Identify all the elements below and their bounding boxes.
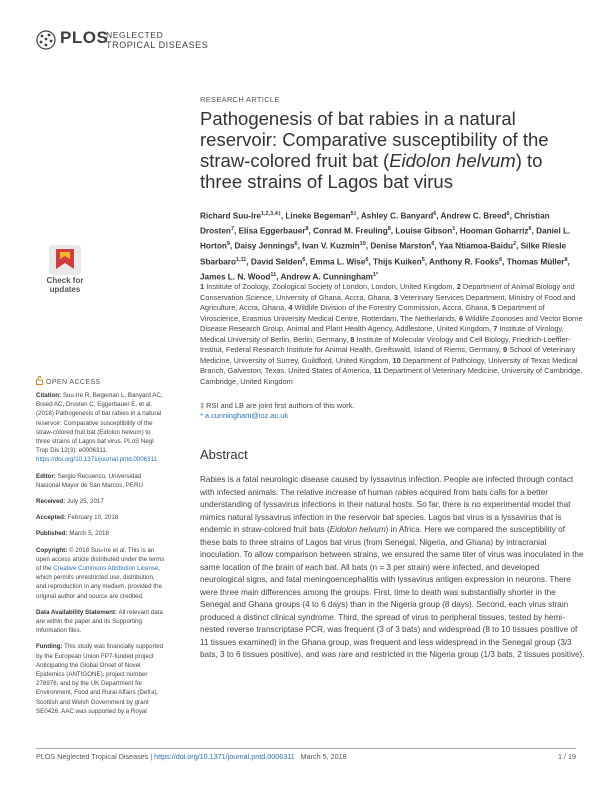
author-name[interactable]: Thijs Kuiken [373,257,422,267]
author-name[interactable]: Daniel L. Horton [200,226,571,252]
affiliation-number: 9 [503,345,508,354]
funding-text: This study was financially supported by the European Union FP7-funded project Anticipating the Global Onset of Novel Epidemics (ANTIGONE), project number 278976, and by the UK Department for Environment, Food and Rural Affairs (Defra), Scottish and Welsh Government by grant SE0426. AAC was supported by a Royal [36,643,164,715]
affiliation-text: Wildlife Zoonoses and Vector Borne Disease Research Group, Animal and Plant Health Agency, Addlestone, United Kingdom, [200,313,583,333]
footer-separator: | [148,752,155,761]
abstract-body [200,474,585,662]
copyright-text: , which permits unrestricted use, distribution, and reproduction in any medium, provided the original author and source are credited. [36,565,162,600]
author-affiliation-marker: 6 [433,211,437,217]
affiliation-text: Department of Animal Biology and Conservation Science, University of Ghana, Accra, Ghana, [200,282,575,302]
check-for-updates-badge[interactable] [36,245,94,301]
author-name[interactable]: Hooman Goharriz [459,226,529,236]
author-affiliation-marker: 7 [230,226,234,233]
editor-text: Sergio Recuenco, Universidad Nacional Mayor de San Marcos, PERU [36,472,143,489]
author-affiliation-marker: 1 [452,226,456,233]
affiliation-text: Department of Veterinary Medicine, University of Cambridge, Cambridge, United Kingdom [200,366,583,386]
affiliation-number: 1 [200,282,205,291]
abstract-species: Eidolon helvum [329,525,386,534]
author-name[interactable]: Andrew C. Breed [440,211,507,221]
footer-date: March 5, 2018 [300,752,347,761]
affiliation-text: Veterinary Services Department, Ministry of Food and Agriculture, Accra, Ghana, [200,292,576,312]
received-date: July 25, 2017 [66,498,104,506]
affiliation-text: Department of Pathology, University of Texas Medical Branch, Galveston, Texas, United States of America, [200,355,578,375]
author-affiliation-marker: 1,11 [235,256,247,263]
author-name[interactable]: James L. N. Wood [200,272,271,282]
journal-name-line1: NEGLECTED [106,30,164,40]
title-part: ) to three strains of Lagos bat virus [200,150,543,192]
author-name[interactable]: Ivan V. Kuzmin [302,242,360,252]
author-name[interactable]: Richard Suu-Ire [200,211,261,221]
author-affiliation-marker: 2 [512,241,517,248]
journal-brand: PLOS [60,28,109,47]
author-name[interactable]: Denise Marston [370,242,432,252]
editor-block [36,472,166,490]
author-affiliation-marker: 6 [431,241,435,248]
author-name[interactable]: David Selden [250,257,303,267]
author-affiliation-marker: 1* [372,271,379,278]
badge-line1: Check for [46,276,84,285]
funding-label: Funding: [36,643,63,651]
author-affiliation-marker: 1,2,3,4‡ [260,211,281,217]
footer-journal: PLOS Neglected Tropical Diseases [36,752,149,761]
author-affiliation-marker: 6 [365,256,369,263]
abstract-text: Rabies is a fatal neurologic disease caused by lyssavirus infection. People are infected through contact with infected animals. The relative increase of human rabies acquired from bats calls for a better understanding of lyssavirus infections in their natural hosts. So far, there is no experimental model that mimics natural lyssavirus infection in the reservoir bat species. Lagos bat virus is a lyssavirus that is endemic in straw-colored fruit bats ( [200,475,574,534]
affiliation-number: 4 [288,303,293,312]
accepted-label: Accepted: [36,514,66,522]
title-species: Eidolon helvum [389,150,516,171]
affiliation-number: 6 [458,313,464,323]
affiliation-number: 3 [393,292,399,302]
author-affiliation-marker: 6 [294,241,298,248]
author-affiliation-marker: 5‡ [350,211,357,217]
journal-logo[interactable] [36,28,236,52]
data-availability-text: All relevant data are within the paper and its Supporting Information files. [36,608,163,635]
author-name[interactable]: Christian Drosten [200,211,550,236]
open-access-text: OPEN ACCESS [46,379,101,386]
author-affiliation-marker: 10 [359,241,366,248]
author-affiliation-marker: 8 [387,226,391,233]
author-affiliation-marker: 6 [499,256,503,263]
author-name[interactable]: Thomas Müller [506,257,565,267]
author-affiliation-marker: 6 [528,226,532,233]
copyright-label: Copyright: [36,546,68,554]
affiliation-text: Department of Viroscience, Erasmus University Medical Centre, Rotterdam, The Netherlands, [200,303,545,323]
affiliation-text: School of Veterinary Medicine, University of Surrey, Guildford, United Kingdom, [200,345,576,365]
citation-text: Suu-Ire R, Begeman L, Banyard AC, Breed AC, Drosten C, Eggerbauer E, et al. (2018) Pathogenesis of bat rabies in a natural reservoir: Comparative susceptibility of the straw-colored fruit bat (Eidolon helvum) to three strains of Lagos bat virus. PLoS Negl Trop Dis 12(3): e0006311. [36,392,163,455]
page-footer [36,748,576,761]
plos-logo-icon [36,30,56,50]
author-name[interactable]: Anthony R. Fooks [429,257,500,267]
article-title [200,108,585,192]
joint-authorship-note: ‡ RSI and LB are joint first authors of this work. [200,401,355,410]
author-affiliation-marker: 6 [302,256,306,263]
data-availability-label: Data Availability Statement: [36,608,118,616]
received-block [36,497,166,506]
author-affiliation-marker: 9 [226,241,230,248]
affiliation-text: Institute of Virology, Medical University of Berlin, Berlin, Germany, [200,324,564,344]
citation-block [36,391,166,465]
author-name[interactable]: Conrad M. Freuling [313,226,388,236]
author-name[interactable]: Daisy Jennings [234,242,295,252]
author-name[interactable]: Louise Gibson [395,226,453,236]
citation-doi-link[interactable]: https://doi.org/10.1371/journal.pntd.0006311 [36,456,157,464]
author-name[interactable]: Andrew A. Cunningham [280,272,373,282]
affiliation-number: 8 [350,334,355,344]
published-label: Published: [36,530,68,538]
editor-label: Editor: [36,472,56,480]
license-link[interactable]: Creative Commons Attribution License [53,565,159,573]
author-affiliation-marker: 8 [564,256,568,263]
accepted-date: February 10, 2018 [67,514,119,522]
abstract-heading: Abstract [200,447,248,462]
badge-line2: updates [49,285,81,294]
journal-name-line2: TROPICAL DISEASES [106,40,209,50]
open-lock-icon [36,376,43,385]
footer-doi-link[interactable]: https://doi.org/10.1371/journal.pntd.0006311 [154,752,295,761]
author-affiliation-marker: 6 [506,211,510,217]
affiliation-number: 10 [392,355,401,365]
corresponding-email[interactable]: * a.cunningham@ioz.ac.uk [200,411,289,420]
received-label: Received: [36,498,66,506]
open-access-label [36,376,101,386]
abstract-text: ) in Africa. Here we compared the susceptibility of these bats to three strains of Lagos bat virus (from Senegal, Nigeria, and Ghana) by intracranial inoculation. To allow comparison between strains, we ensured the same titer of virus was inoculated in the same location of the brain of each bat. All bats (n = 3 per strain) were infected, and developed neurological signs, and fatal meningoencephalitis with lyssavirus antigen expression in neurons. There were three main differences among the groups. First, time to death was substantially shorter in the Senegal and Ghana groups (4 to 6 days) than in the Nigeria group (8 days). Second, each virus strain produced a distinct clinical syndrome. Third, the spread of virus to peripheral tissues, tested by hemi-nested reverse transcriptase PCR, was frequent (3 of 3 bats) and widespread (8 to 10 tissues positive of 11 tissues examined) in the Ghana group, was frequent and less widespread in the Senegal group (3/3 bats, 3 to 6 tissues positive), and was rare and restricted in the Nigeria group (1/3 bats, 2 tissues positive). [200,525,585,659]
published-date: March 5, 2018 [69,530,109,538]
author-name[interactable]: Yaa Ntiamoa-Baidu [438,242,513,252]
author-affiliation-marker: 11 [270,271,277,278]
author-affiliation-marker: 5 [421,256,425,263]
accepted-block [36,513,166,522]
affiliation-text: Institute of Molecular Virology and Cell Biology, Friedrich-Loeffler-Institut, Federal Research Institute for Animal Health, Greifswald, Island of Riems, Germany, [200,334,571,354]
affiliations [200,282,585,387]
affiliation-number: 2 [456,282,461,291]
page-number: 1 / 19 [558,752,576,761]
author-list: Richard Suu-Ire$^{1,2,3,4\ddagger}$, Lineke Begeman$^{5\ddagger}$, Ashley C. Banyard$^6$, Andrew C. Breed$^6$, Christian Drosten$^7$, Elisa Eggerbauer$^8$, Conrad M. Freuling$^8$, Louise Gibson$^1$, Hooman Goharriz$^6$, Daniel L. Horton$^9$, Daisy Jennings$^6$, Ivan V. Kuzmin$^{10}$, Denise Marston$^6$, Yaa Ntiamoa-Baidu$^2$, Silke Riesle Sbarbaro$^{1,11}$, David Selden$^6$, Emma L. Wise$^6$, Thijs Kuiken$^5$, Anthony R. Fooks$^6$, Thomas Müller$^8$, James L. N. Wood$^{11}$, Andrew A. Cunningham$^{1*}$ [200,211,571,282]
affiliation-text: Institute of Zoology, Zoological Society of London, London, United Kingdom, [206,282,455,291]
author-name[interactable]: Silke Riesle Sbarbaro [200,242,567,267]
data-availability-block [36,608,166,636]
funding-block [36,642,166,716]
author-name[interactable]: Emma L. Wise [309,257,366,267]
author-name[interactable]: Elisa Eggerbauer [238,226,306,236]
title-part: Pathogenesis of bat rabies in a natural reservoir: Comparative susceptibility of the straw-colored fruit bat ( [200,108,549,171]
citation-label: Citation: [36,392,62,399]
author-affiliation-marker: 8 [305,226,309,233]
affiliation-number: 5 [491,303,496,312]
copyright-block [36,546,166,601]
affiliation-text: Wildlife Division of the Forestry Commission, Accra, Ghana, [294,303,490,312]
article-sidebar [36,391,166,723]
author-name[interactable]: Ashley C. Banyard [360,211,434,221]
affiliation-number: 11 [373,366,382,375]
article-type-label: RESEARCH ARTICLE [200,95,280,104]
published-block [36,529,166,538]
copyright-text: © 2018 Suu-Ire et al. This is an open access article distributed under the terms of the [36,546,165,573]
author-name[interactable]: Lineke Begeman [285,211,351,221]
affiliation-number: 7 [493,324,498,333]
